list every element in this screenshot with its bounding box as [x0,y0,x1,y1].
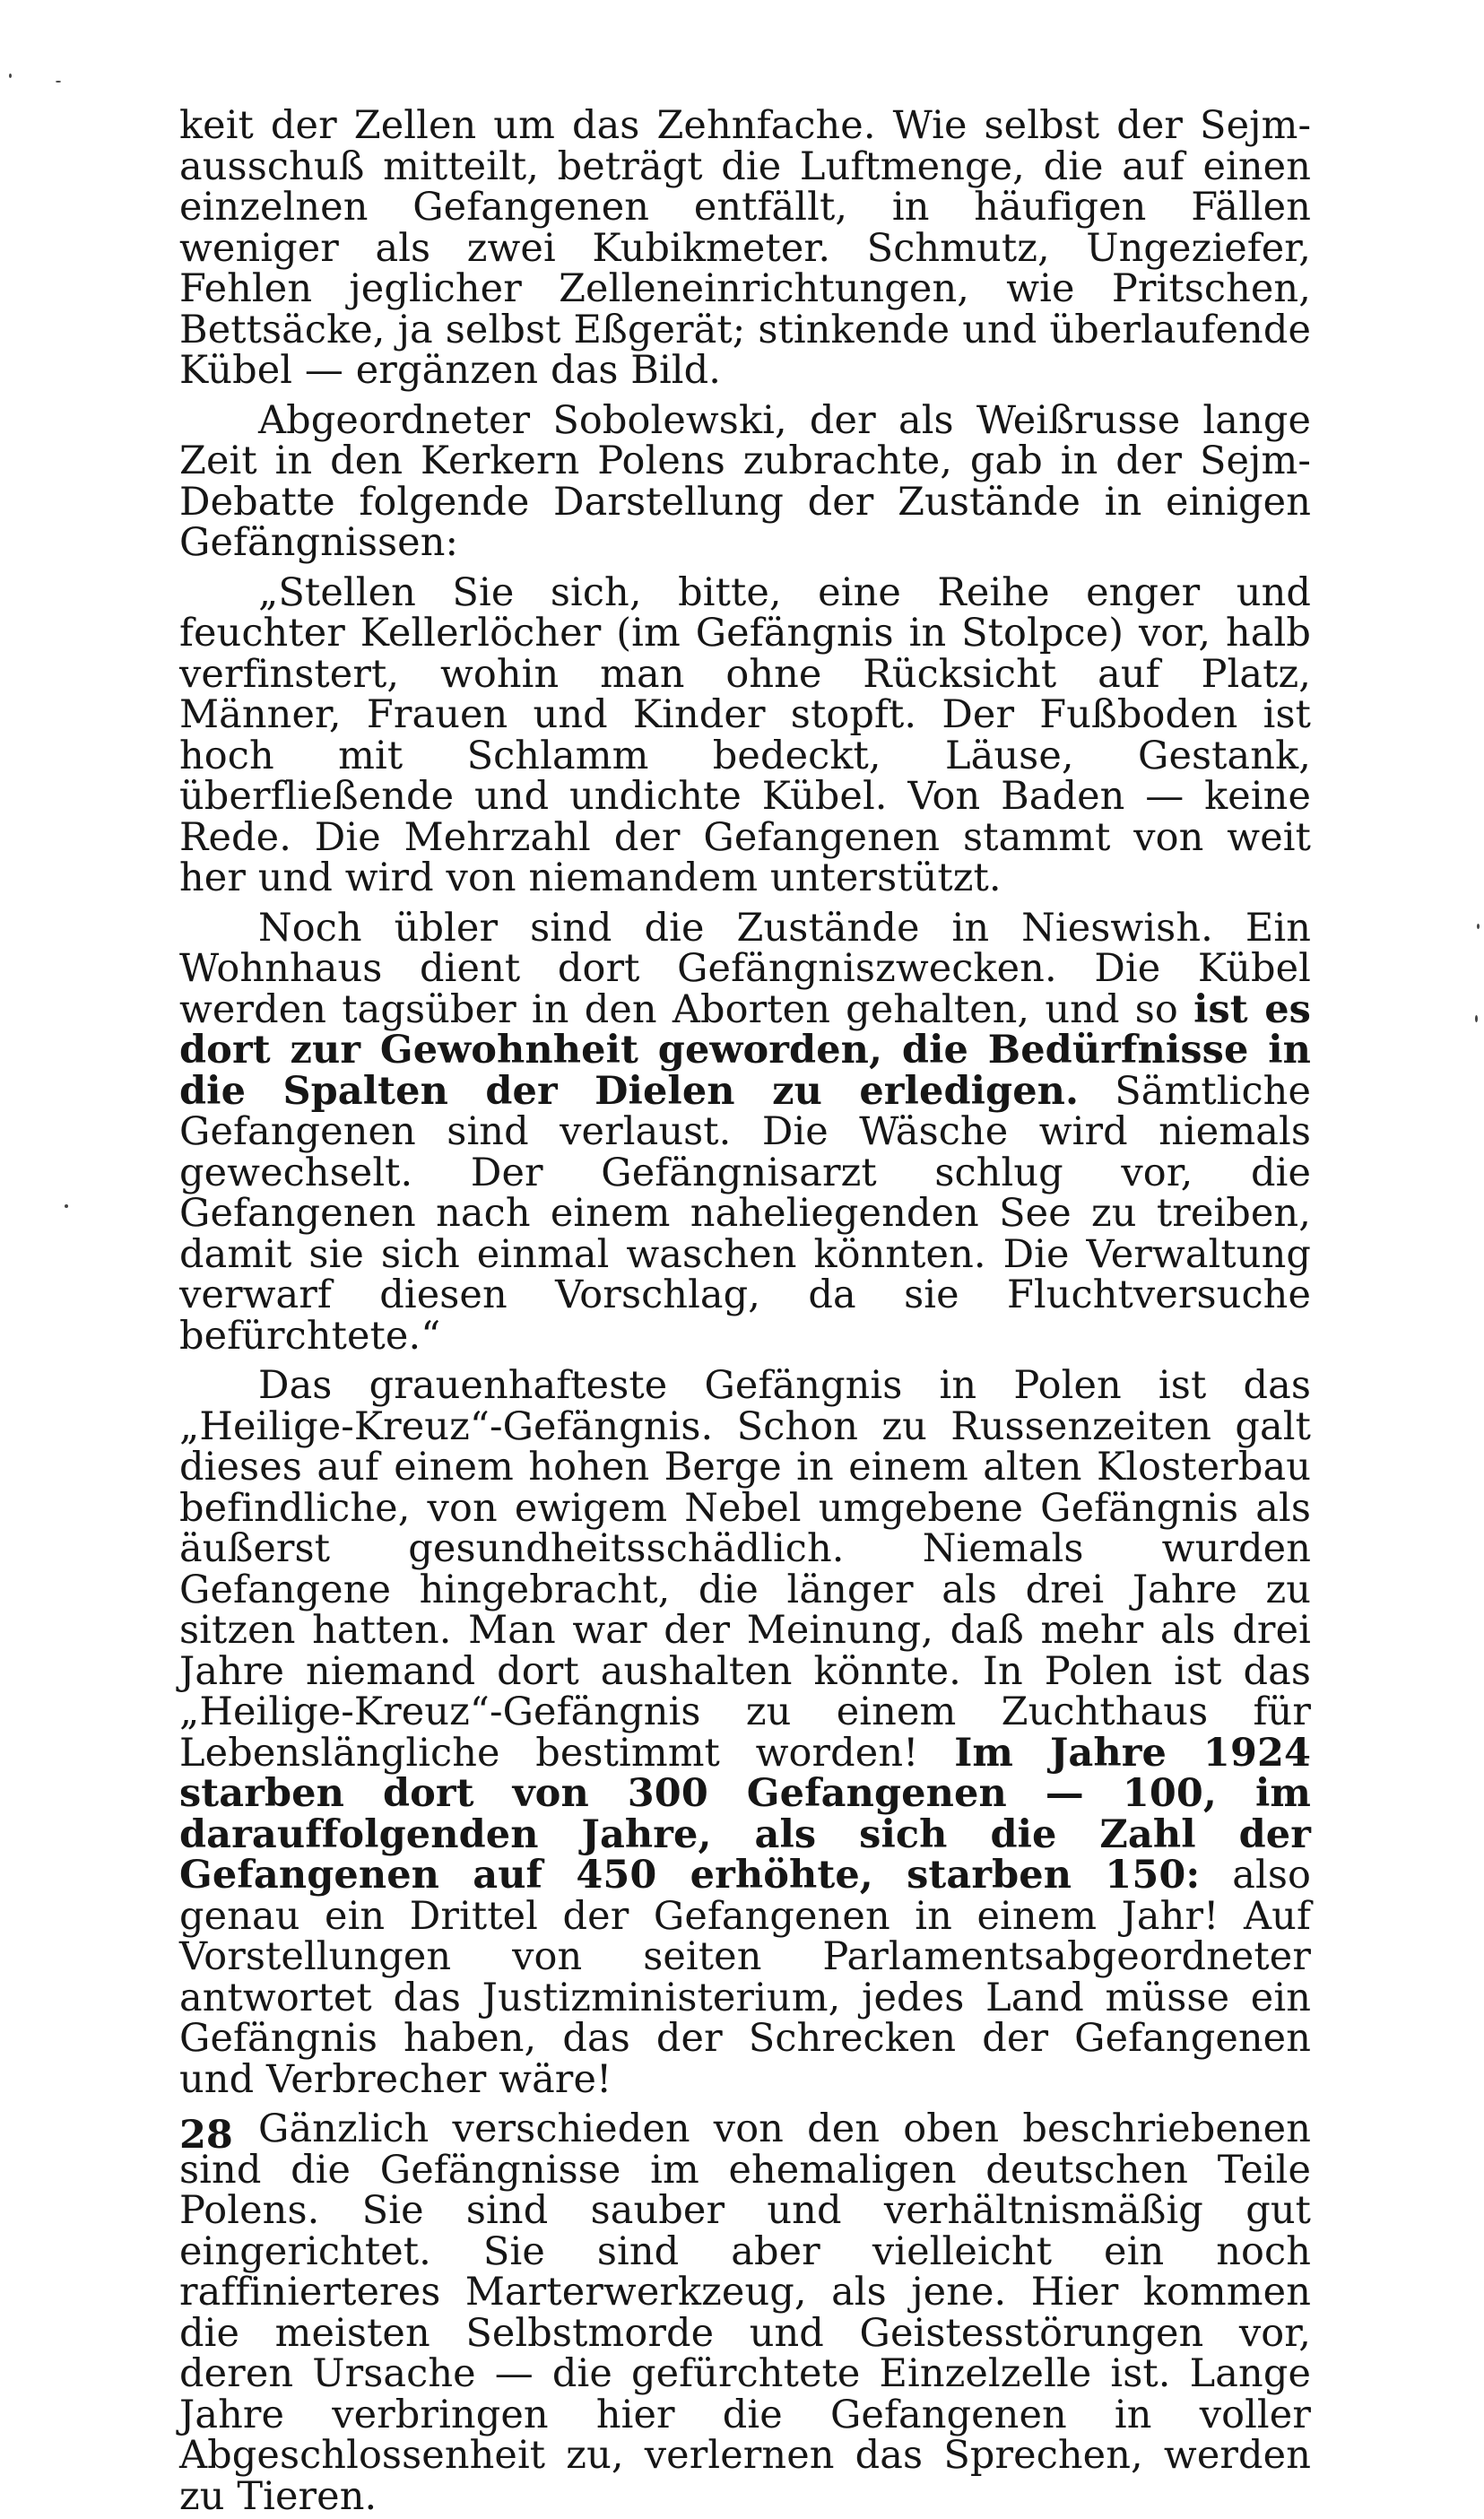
text-run: also genau ein Drittel der Gefangenen in einem Jahr! Auf Vorstellungen von seiten Parlamentsabgeordneter antwortet das Justizministerium, jedes Land müsse ein Gefängnis haben, das der Schrecken der Gefangenen und Verbrecher wäre! [179,1853,1311,2102]
bold-text-run: Im Jahre 1924 starben dort von 300 Gefangenen — 100, im darauffolgenden Jahre, als sich die Zahl der Gefangenen auf 450 erhöhte, starben 150: [179,1730,1312,1898]
text-run: Noch übler sind die Zustände in Nieswish. Ein Wohnhaus dient dort Gefängniszwecken. Die Kübel werden tagsüber in den Aborten gehalten, und so [179,905,1311,1032]
paragraph [179,2106,1311,2519]
paragraph [179,1363,1312,2102]
text-run: Gänzlich verschieden von den oben beschriebenen sind die Gefängnisse im ehemaligen deutschen Teile Polens. Sie sind sauber und verhältnismäßig gut eingerichtet. Sie sind aber vielleicht ein noch raffinierteres Marterwerkzeug, als jene. Hier kommen die meisten Selbstmorde und Geistesstörungen vor, deren Ursache — die gefürchtete Einzelzelle ist. Lange Jahre verbringen hier die Gefangenen in voller Abgeschlossenheit zu, verlernen das Sprechen, werden zu Tieren. [179,2106,1311,2519]
paragraph [179,103,1311,393]
page-number: 28 [179,2113,233,2158]
text-run: Abgeordneter Sobolewski, der als Weißrusse lange Zeit in den Kerkern Polens zubrachte, gab in der Sejm-Debatte folgende Darstellung der Zustände in einigen Gefängnissen: [179,397,1311,565]
bold-text-run: ist es dort zur Gewohnheit geworden, die Bedürfnisse in die Spalten der Dielen zu erledigen. [179,986,1311,1114]
scan-speck [1475,1015,1478,1022]
text-run: Das grauenhafteste Gefängnis in Polen ist das „Heilige-Kreuz“-Gefängnis. Schon zu Russenzeiten galt dieses auf einem hohen Berge in einem alten Klosterbau befindliche, von ewigem Nebel umgebene Gefängnis als äußerst gesundheitsschädlich. Niemals wurden Gefangene hingebracht, die länger als drei Jahre zu sitzen hatten. Man war der Meinung, daß mehr als drei Jahre niemand dort aushalten könnte. In Polen ist das „Heilige-Kreuz“-Gefängnis zu einem Zuchthaus für Lebenslängliche bestimmt worden! [179,1363,1311,1776]
text-run: keit der Zellen um das Zehnfache. Wie selbst der Sejmausschuß mitteilt, beträgt die Luftmenge, die auf einen einzelnen Gefangenen entfällt, in häufigen Fällen weniger als zwei Kubikmeter. Schmutz, Ungeziefer, Fehlen jeglicher Zelleneinrichtungen, wie Pritschen, Bettsäcke, ja selbst Eßgerät; stinkende und überlaufende Kübel — ergänzen das Bild. [179,103,1311,393]
scan-speck [9,74,12,78]
scan-speck [56,81,61,83]
paragraph [179,905,1311,1359]
text-run: „Stellen Sie sich, bitte, eine Reihe enger und feuchter Kellerlöcher (im Gefängnis in Stolpce) vor, halb verfinstert, wohin man ohne Rücksicht auf Platz, Männer, Frauen und Kinder stopft. Der Fußboden ist hoch mit Schlamm bedeckt, Läuse, Gestank, überfließende und undichte Kübel. Von Baden — keine Rede. Die Mehrzahl der Gefangenen stammt von weit her und wird von niemandem unterstützt. [179,569,1311,900]
paragraph [179,569,1311,900]
book-page [179,103,1312,2519]
paragraph [179,397,1311,565]
scan-speck [1477,924,1480,929]
scan-speck [65,1204,68,1208]
body-text [179,103,1312,2519]
text-run: Sämtliche Gefangenen sind verlaust. Die Wäsche wird niemals gewechselt. Der Gefängnisarzt schlug vor, die Gefangenen nach einem naheliegenden See zu treiben, damit sie sich einmal waschen könnten. Die Verwaltung verwarf diesen Vorschlag, da sie Fluchtversuche befürchtete.“ [179,1068,1311,1359]
